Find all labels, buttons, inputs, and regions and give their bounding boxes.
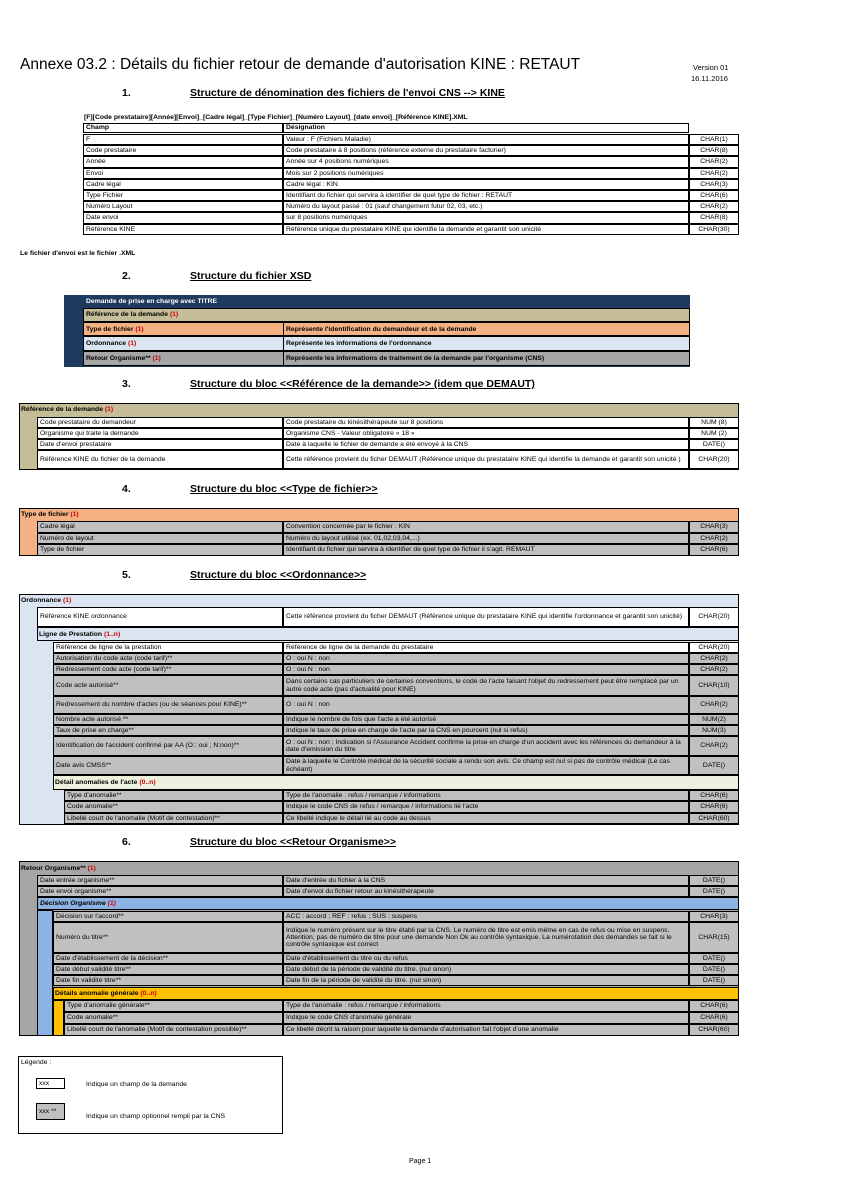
row-type: DATE() [689,756,739,775]
row-type: DATE() [689,886,739,897]
xsd-type-desc: Représente l'identification du demandeur et de la demande [286,326,477,333]
row-type: CHAR(8) [689,145,739,156]
row-description: Organisme CNS - Valeur obligatoire « 18 » [283,428,689,439]
section-2-number: 2. [122,270,131,282]
row-description: Année sur 4 positions numériques [283,156,689,167]
row-field: Date d'envoi prestataire [37,439,283,450]
page-number: Page 1 [409,1158,432,1165]
row-type: CHAR(3) [689,179,739,190]
section-5-title: Structure du bloc <<Ordonnance>> [190,569,367,581]
row-field: Code anomalie** [64,801,283,812]
row-description: Cadre légal : KIN [283,179,689,190]
row-description: Convention concernée par le fichier : KIN [283,521,689,533]
row-description: Indique le code CNS de refus / remarque / informations lié l'acte [283,801,689,812]
xsd-ref-label: Référence de la demande (1) [86,311,179,318]
row-type: NUM(3) [689,725,739,736]
row-field: Identification de l'accident confirmé par AA (O:: oui ; N:non)** [53,736,283,756]
row-type: DATE() [689,964,739,975]
row-description: Date à laquelle le Contrôle médical de la sécurité sociale a rendu son avis. Ce champ est nul si pas de contrôle médical (Le cas échéant) [283,756,689,775]
row-field: Redressement code acte (code tarif)** [53,664,283,675]
row-description: Indique le numéro présent sur le titre établi par la CNS. Le numéro de titre est emis même en cas de refus ou mise en suspens. Attention, pas de numéro de titre pour une demande Non Ok au contrôle syntaxique. La numérotation des demandes se fait si le contrôle syntaxique est correct [283,922,689,953]
row-description: O : oui N : non ; Indication si l'Assurance Accident confirme la prise en charge d'un accident avec les références du demandeur à la date d'emission du titre [283,736,689,756]
row-description: Ce libellé décrit la raison pour laquelle la demande d'autorisation fait l'objet d'une anomalie [283,1024,689,1036]
row-field: Taux de prise en charge** [53,725,283,736]
s1-row [0,179,841,190]
row-type: CHAR(2) [689,653,739,664]
xml-note: Le fichier d'envoi est le fichier .XML [20,250,136,257]
row-field: Autorisation du code acte (code tarif)** [53,653,283,664]
row-description: O : oui N : non [283,653,689,664]
s6-decision-label: Décision Organisme (1) [40,900,116,907]
row-field: Code acte autorisé** [53,675,283,696]
xsd-ord-label: Ordonnance (1) [86,340,137,347]
row-type: CHAR(60) [689,1024,739,1036]
row-description: Date d'entrée du fichier à la CNS [283,875,689,886]
row-field: Type de fichier [37,544,283,556]
s3-row [0,439,841,450]
row-field: Envoi [83,168,283,179]
s4-row [0,533,841,545]
row-description: Valeur : F (Fichiers Maladie) [283,134,689,145]
s1-row [0,212,841,223]
s6-decision-row [0,922,841,953]
row-field: Date d'établissement de la décision** [53,953,283,964]
s3-row [0,428,841,439]
s5-row [0,736,841,756]
row-type: CHAR(30) [689,224,739,235]
s5-row [0,756,841,775]
row-type: CHAR(6) [689,790,739,801]
s1-row [0,224,841,235]
legend-box-plain: xxx [36,1078,65,1089]
row-description: Indique le code CNS d'anomalie générale [283,1012,689,1024]
row-field: Cadre légal [37,521,283,533]
s3-block-label: Référence de la demande (1) [21,406,114,413]
s1-header-cell: Désignation [283,123,689,133]
row-description: Date d'envoi du fichier retour au kinésithérapeute [283,886,689,897]
legend-title: Légende : [21,1059,52,1066]
row-field: Type d'anomalie générale** [64,1000,283,1012]
row-field: Code prestataire du demandeur [37,417,283,428]
row-description: Identifiant du fichier qui servira à identifier de quel type de fichier : RETAUT [283,190,689,201]
row-field: Code anomalie** [64,1012,283,1024]
s5-ref-row [0,607,841,627]
row-type: CHAR(10) [689,675,739,696]
row-description: Dans certains cas particuliers de certaines conventions, le code de l'acte faisant l'objet du redressement peut être remplacé par un autre code acte (pas d'actualité pour KINE) [283,675,689,696]
row-type: DATE() [689,875,739,886]
s1-row [0,134,841,145]
row-type: CHAR(60) [689,813,739,824]
row-type: CHAR(20) [689,450,739,469]
section-6-title: Structure du bloc <<Retour Organisme>> [190,836,396,848]
row-type: NUM (8) [689,417,739,428]
xsd-col-divider [283,322,284,366]
row-description: Date d'établissement du titre ou du refus [283,953,689,964]
s5-detail-row [0,801,841,812]
row-field: Numéro du titre** [53,922,283,953]
row-field: F [83,134,283,145]
xsd-ret-label: Retour Organisme** (1) [86,355,161,362]
row-description: Référence unique du prestataire KINE qui identifie la demande et garantit son unicité [283,224,689,235]
xsd-ord-desc: Représente les informations de l'ordonnance [286,340,432,347]
row-description: sur 8 positions numériques [283,212,689,223]
section-3-number: 3. [122,378,131,390]
row-field: Date envoi organisme** [37,886,283,897]
section-2-title: Structure du fichier XSD [190,270,312,282]
row-description: Cette référence provient du ficher DEMAUT (Référence unique du prestataire KINE qui identifie l'ordonnance et garantit son unicité) [283,607,689,627]
section-1-number: 1. [122,87,131,99]
section-1-title: Structure de dénomination des fichiers de l'envoi CNS --> KINE [190,87,505,99]
s6-decision-row [0,953,841,964]
row-field: Numéro Layout [83,201,283,212]
row-field: Référence KINE [83,224,283,235]
row-description: Date à laquelle le fichier de demande a été envoyé à la CNS [283,439,689,450]
row-type: CHAR(20) [689,607,739,627]
s4-row [0,521,841,533]
s4-block-label: Type de fichier (1) [21,511,79,518]
s5-row [0,653,841,664]
row-type: CHAR(3) [689,911,739,922]
s6-row [0,886,841,897]
xsd-ret-desc: Représente les informations de traitement de la demande par l'organisme (CNS) [286,355,545,362]
s6-block-label: Retour Organisme** (1) [21,865,96,872]
s5-block-label: Ordonnance (1) [21,597,72,604]
s6-row [0,875,841,886]
row-description: Date fin de la période de validité du titre. (nul sinon) [283,975,689,986]
row-field: Année [83,156,283,167]
row-description: Cette référence provient du ficher DEMAUT (Référence unique du prestataire KINE qui identifie la demande et garantit son unicité ) [283,450,689,469]
row-type: DATE() [689,439,739,450]
row-type: CHAR(2) [689,736,739,756]
s6-decision-row [0,964,841,975]
s6-decision-bar [37,897,739,910]
s1-header-row [0,123,841,133]
row-description: Code prestataire du kinésithérapeute sur 8 positions [283,417,689,428]
row-type: NUM(2) [689,714,739,725]
s5-ligne-bar [37,627,739,641]
row-description: Numéro du layout utilisé (ex. 01,02,03,04,...) [283,533,689,545]
row-field: Libellé court de l'anomalie (Motif de contestation)** [64,813,283,824]
s5-row [0,664,841,675]
s6-anom-row [0,1000,841,1012]
row-type: DATE() [689,953,739,964]
s5-detail-row [0,790,841,801]
s5-row [0,675,841,696]
legend-box-optional: xxx ** [36,1103,65,1120]
s6-anom-label: Détails anomalie générale (0..n) [55,990,157,997]
row-field: Date début validité titre** [53,964,283,975]
row-field: Décision sur l'accord** [53,911,283,922]
row-type: CHAR(2) [689,696,739,714]
row-description: ACC : accord ; REF : refus ; SUS : suspens [283,911,689,922]
s1-row [0,145,841,156]
row-description: Ce libellé indique le détail lié au code au dessus [283,813,689,824]
s6-decision-row [0,911,841,922]
row-description: Type de l'anomalie : refus / remarque / informations [283,790,689,801]
row-description: Code prestataire à 8 positions (référence externe du prestataire facturier) [283,145,689,156]
row-type: CHAR(1) [689,134,739,145]
row-type: CHAR(6) [689,801,739,812]
s1-row [0,168,841,179]
s1-row [0,156,841,167]
legend-text-optional: Indique un champ optionnel rempli par la CNS [86,1113,226,1120]
s1-row [0,190,841,201]
row-field: Type Fichier [83,190,283,201]
row-type: CHAR(6) [689,544,739,556]
row-field: Date fin validité titre** [53,975,283,986]
section-6-number: 6. [122,836,131,848]
row-field: Nombre acte autorisé ** [53,714,283,725]
page-title: Annexe 03.2 : Détails du fichier retour de demande d'autorisation KINE : RETAUT [20,57,581,73]
s5-row [0,642,841,653]
row-type: CHAR(15) [689,922,739,953]
row-type: CHAR(6) [689,1012,739,1024]
row-field: Référence KINE du fichier de la demande [37,450,283,469]
row-field: Organisme qui traite la demande [37,428,283,439]
row-field: Code prestataire [83,145,283,156]
row-type: CHAR(2) [689,201,739,212]
row-field: Type d'anomalie** [64,790,283,801]
s4-row [0,544,841,556]
s3-row [0,417,841,428]
row-field: Référence de ligne de la prestation [53,642,283,653]
row-type: CHAR(8) [689,212,739,223]
s1-header-cell: Champ [83,123,283,133]
s5-detail-bar [53,775,739,790]
version-label: Version 01 [693,64,729,72]
s5-row [0,725,841,736]
row-type: DATE() [689,975,739,986]
row-description: Référence de ligne de la demande du prestataire [283,642,689,653]
s5-row [0,714,841,725]
s1-row [0,201,841,212]
section-5-number: 5. [122,569,131,581]
row-description: Indique le nombre de fois que l'acte a été autorisé [283,714,689,725]
xsd-root-label: Demande de prise en charge avec TITRE [86,298,218,305]
s5-detail-row [0,813,841,824]
s5-detail-label: Détail anomalies de l'acte (0..n) [55,779,156,786]
row-description: Numéro du layout passé : 01 (sauf changement futur 02, 03, etc.) [283,201,689,212]
xsd-type-label: Type de fichier (1) [86,326,144,333]
row-type: NUM (2) [689,428,739,439]
row-type: CHAR(6) [689,1000,739,1012]
s5-row [0,696,841,714]
row-description: Identifiant du fichier qui servira à identifier de quel type de fichier il s'agit. REMAUT [283,544,689,556]
s3-row [0,450,841,469]
s6-anom-row [0,1012,841,1024]
row-type: CHAR(2) [689,156,739,167]
row-field: Date avis CMSS** [53,756,283,775]
row-description: Date début de la période de validité du titre. (nul sinon) [283,964,689,975]
legend-box [18,1056,283,1134]
row-description: O : oui N : non [283,664,689,675]
filename-pattern: [F][Code prestataire][Année][Envoi]_[Cadre légal]_[Type Fichier]_[Numéro Layout]_[date envoi]_[Référence KINE].XML [84,114,468,121]
row-description: O : oui N : non [283,696,689,714]
row-field: Libellé court de l'anomalie (Motif de contestation possible)** [64,1024,283,1036]
row-field: Date entrée organisme** [37,875,283,886]
row-field: Redressement du nombre d'actes (ou de séances pour KINE)** [53,696,283,714]
row-type: CHAR(2) [689,533,739,545]
row-field: Date envoi [83,212,283,223]
row-field: Cadre légal [83,179,283,190]
row-field: Référence KINE ordonnance [37,607,283,627]
row-type: CHAR(2) [689,168,739,179]
section-4-number: 4. [122,483,131,495]
version-date: 16.11.2016 [691,75,728,83]
row-field: Numéro de layout [37,533,283,545]
row-description: Mois sur 2 positions numériques [283,168,689,179]
s6-decision-row [0,975,841,986]
legend-text-plain: Indique un champ de la demande [86,1081,187,1088]
section-3-title: Structure du bloc <<Référence de la demande>> (idem que DEMAUT) [190,378,535,390]
row-type: CHAR(2) [689,664,739,675]
s6-anom-row [0,1024,841,1036]
row-description: Type de l'anomalie : refus / remarque / informations [283,1000,689,1012]
row-type: CHAR(20) [689,642,739,653]
row-type: CHAR(6) [689,190,739,201]
section-4-title: Structure du bloc <<Type de fichier>> [190,483,378,495]
s5-ligne-label: Ligne de Prestation (1..n) [39,631,121,638]
row-type: CHAR(3) [689,521,739,533]
row-description: Indique le taux de prise en charge de l'acte par la CNS en pourcent (nul si refus) [283,725,689,736]
